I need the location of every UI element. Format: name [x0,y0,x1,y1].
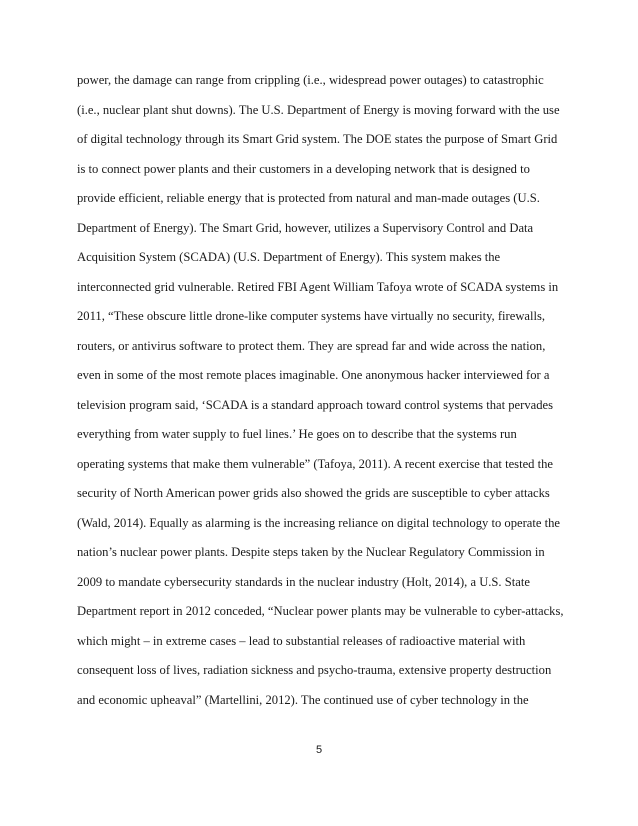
text-line-22: and economic upheaval” (Martellini, 2012). The continued use of cyber technology in the [77,692,529,707]
text-line-3: of digital technology through its Smart Grid system. The DOE states the purpose of Smart Grid [77,132,558,146]
text-line-18: 2009 to mandate cybersecurity standards in the nuclear industry (Holt, 2014), a U.S. State [77,574,530,589]
text-line-7: Acquisition System (SCADA) (U.S. Department of Energy). This system makes the [77,250,501,264]
body-paragraph [77,66,577,715]
text-line-17: nation’s nuclear power plants. Despite steps taken by the Nuclear Regulatory Commission in [77,545,545,559]
page-number: 5 [315,744,323,756]
text-line-2: (i.e., nuclear plant shut downs). The U.S. Department of Energy is moving forward with the use [77,102,560,117]
text-line-15: security of North American power grids also showed the grids are susceptible to cyber attacks [77,486,550,500]
text-line-10: routers, or antivirus software to protect them. They are spread far and wide across the nation, [77,338,546,353]
text-line-13: everything from water supply to fuel lines.’ He goes on to describe that the systems run [77,427,517,441]
text-line-8: interconnected grid vulnerable. Retired FBI Agent William Tafoya wrote of SCADA systems in [77,279,559,294]
text-line-14: operating systems that make them vulnerable” (Tafoya, 2011). A recent exercise that tested the [77,456,553,471]
text-line-6: Department of Energy). The Smart Grid, however, utilizes a Supervisory Control and Data [77,220,534,235]
text-line-4: is to connect power plants and their customers in a developing network that is designed to [77,161,530,176]
text-line-21: consequent loss of lives, radiation sickness and psycho-trauma, extensive property destruction [77,663,552,677]
text-line-20: which might – in extreme cases – lead to substantial releases of radioactive material with [77,633,526,648]
text-line-11: even in some of the most remote places imaginable. One anonymous hacker interviewed for a [77,368,550,382]
text-line-1: power, the damage can range from crippling (i.e., widespread power outages) to catastrophic [77,73,544,87]
text-line-19: Department report in 2012 conceded, “Nuclear power plants may be vulnerable to cyber-attacks, [77,604,564,618]
text-line-16: (Wald, 2014). Equally as alarming is the increasing reliance on digital technology to operate the [77,515,560,530]
text-line-5: provide efficient, reliable energy that is protected from natural and man-made outages (U.S. [77,191,540,205]
text-line-9: 2011, “These obscure little drone-like computer systems have virtually no security, firewalls, [77,309,546,323]
text-line-12: television program said, ‘SCADA is a standard approach toward control systems that pervades [77,397,554,412]
